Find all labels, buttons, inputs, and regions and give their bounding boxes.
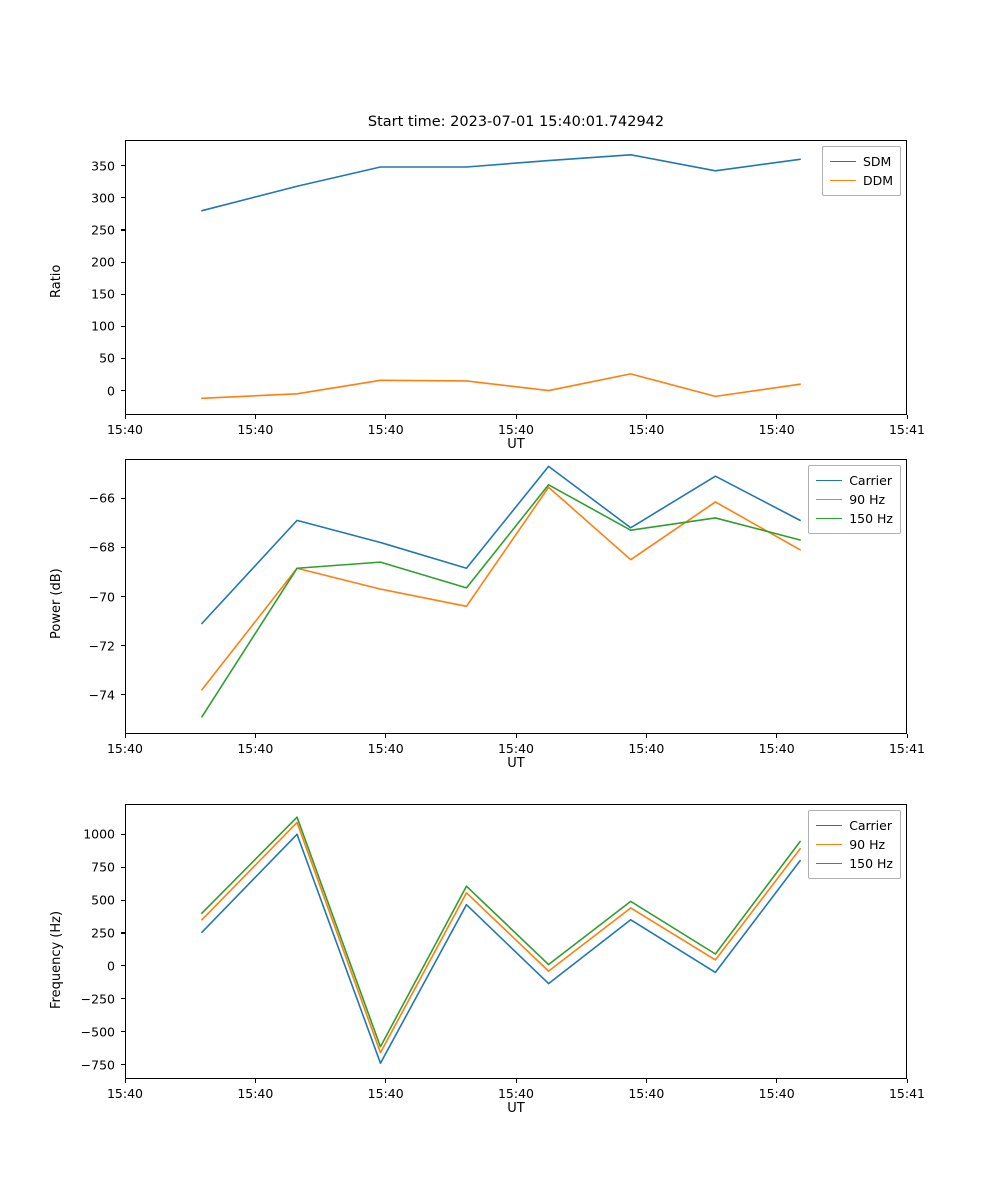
y-tick-label: −68: [88, 539, 115, 555]
x-tickmark: [776, 1079, 777, 1083]
x-tickmark: [125, 734, 126, 738]
y-tick-label: 350: [91, 158, 115, 174]
legend-item: [816, 509, 893, 528]
y-tickmark: [121, 358, 125, 359]
x-tickmark: [907, 415, 908, 419]
x-tick-label: 15:40: [106, 422, 144, 437]
x-axis-label-ratio: UT: [507, 437, 525, 452]
y-tickmark: [121, 694, 125, 695]
legend-item: [816, 854, 893, 873]
x-tickmark: [646, 734, 647, 738]
x-tick-label: 15:40: [367, 422, 404, 437]
series-line: [202, 817, 800, 1047]
x-tickmark: [646, 415, 647, 419]
legend-swatch-icon: [816, 863, 842, 864]
y-tick-label: −250: [80, 991, 115, 1007]
series-line: [202, 374, 800, 398]
y-tick-label: −500: [80, 1024, 115, 1040]
x-tick-label: 15:40: [367, 1086, 404, 1101]
x-tickmark: [385, 415, 386, 419]
y-tick-label: 0: [107, 958, 115, 974]
legend-label: 90 Hz: [849, 837, 886, 852]
x-tick-label: 15:40: [758, 1086, 795, 1101]
x-tick-label: 15:40: [237, 1086, 274, 1101]
x-tick-label: 15:40: [758, 422, 795, 437]
figure-title: Start time: 2023-07-01 15:40:01.742942: [367, 114, 665, 130]
series-layer-ratio: [125, 140, 907, 415]
y-tick-label: 200: [91, 254, 115, 270]
x-tickmark: [385, 1079, 386, 1083]
x-tick-label: 15:40: [237, 422, 274, 437]
y-tickmark: [121, 547, 125, 548]
legend-swatch-icon: [816, 480, 842, 481]
legend-swatch-icon: [816, 518, 842, 519]
x-tickmark: [776, 734, 777, 738]
legend-item: [816, 471, 893, 490]
legend-swatch-icon: [830, 161, 856, 162]
x-tick-label: 15:40: [497, 741, 535, 756]
y-tick-label: 50: [99, 350, 115, 366]
x-tick-label: 15:40: [497, 422, 535, 437]
x-tickmark: [255, 415, 256, 419]
x-tickmark: [516, 1079, 517, 1083]
legend-item: [830, 152, 893, 171]
legend-swatch-icon: [816, 844, 842, 845]
chart-panel-ratio: [49, 114, 926, 452]
y-axis-label-frequency: Frequency (Hz): [49, 910, 64, 1009]
y-tick-label: 100: [91, 318, 115, 334]
y-tick-label: −74: [88, 687, 115, 703]
y-tickmark: [121, 596, 125, 597]
x-tick-label: 15:40: [106, 741, 144, 756]
y-tickmark: [121, 390, 125, 391]
y-axis-label-ratio: Ratio: [49, 264, 64, 298]
y-tick-label: 250: [91, 925, 115, 941]
x-tick-label: 15:40: [628, 422, 665, 437]
x-tick-label: 15:40: [367, 741, 404, 756]
series-layer-power: [125, 459, 907, 734]
y-tickmark: [121, 262, 125, 263]
legend-label: 150 Hz: [849, 511, 893, 526]
legend-label: 150 Hz: [849, 856, 893, 871]
legend-item: [816, 816, 893, 835]
y-tickmark: [121, 197, 125, 198]
x-tick-label: 15:40: [628, 1086, 665, 1101]
legend-ratio: [822, 146, 901, 196]
legend-item: [830, 171, 893, 190]
series-line: [202, 485, 800, 717]
x-tick-label: 15:40: [758, 741, 795, 756]
legend-label: DDM: [862, 173, 893, 188]
legend-label: SDM: [862, 154, 892, 169]
legend-power: [808, 465, 901, 534]
x-tickmark: [516, 415, 517, 419]
y-tick-label: −66: [88, 490, 115, 506]
legend-label: Carrier: [849, 473, 892, 488]
y-axis-label-power: Power (dB): [49, 568, 64, 639]
y-tick-label: −70: [88, 589, 115, 604]
x-tickmark: [125, 1079, 126, 1083]
y-tick-label: 250: [91, 222, 115, 238]
x-tickmark: [125, 415, 126, 419]
x-tick-label: 15:40: [106, 1086, 144, 1101]
y-tick-label: 500: [91, 892, 115, 908]
legend-swatch-icon: [816, 499, 842, 500]
y-tickmark: [121, 326, 125, 327]
y-tickmark: [121, 867, 125, 868]
series-line: [202, 834, 800, 1063]
y-tick-label: 0: [107, 383, 115, 399]
legend-item: [816, 835, 893, 854]
x-tick-label: 15:40: [237, 741, 274, 756]
legend-swatch-icon: [830, 180, 856, 181]
x-tick-label: 15:40: [497, 1086, 535, 1101]
y-tick-label: −72: [88, 638, 115, 654]
x-tick-label: 15:41: [888, 1086, 926, 1101]
x-tickmark: [907, 734, 908, 738]
y-tickmark: [121, 965, 125, 966]
y-tickmark: [121, 498, 125, 499]
y-tickmark: [121, 165, 125, 166]
y-tickmark: [121, 1031, 125, 1032]
y-tickmark: [121, 998, 125, 999]
x-axis-label-frequency: UT: [507, 1101, 525, 1116]
y-tickmark: [121, 294, 125, 295]
chart-panel-power: [49, 459, 926, 771]
y-tickmark: [121, 1064, 125, 1065]
series-layer-frequency: [125, 804, 907, 1079]
chart-panel-frequency: [49, 804, 926, 1116]
series-line: [202, 487, 800, 690]
x-tickmark: [646, 1079, 647, 1083]
legend-swatch-icon: [816, 825, 842, 826]
x-tick-label: 15:41: [888, 422, 926, 437]
y-tickmark: [121, 645, 125, 646]
x-axis-label-power: UT: [507, 756, 525, 771]
x-tickmark: [385, 734, 386, 738]
x-tickmark: [516, 734, 517, 738]
x-tick-label: 15:40: [628, 741, 665, 756]
y-tick-label: 750: [91, 859, 115, 875]
x-tickmark: [255, 1079, 256, 1083]
y-tickmark: [121, 834, 125, 835]
x-tick-label: 15:41: [888, 741, 926, 756]
y-tickmark: [121, 229, 125, 230]
series-line: [202, 155, 800, 211]
x-tickmark: [776, 415, 777, 419]
y-tickmark: [121, 900, 125, 901]
legend-item: [816, 490, 893, 509]
y-tickmark: [121, 932, 125, 933]
x-tickmark: [255, 734, 256, 738]
y-tick-label: −750: [80, 1057, 115, 1073]
y-tick-label: 1000: [83, 826, 115, 842]
legend-label: 90 Hz: [849, 492, 886, 507]
y-tick-label: 150: [91, 286, 115, 302]
legend-label: Carrier: [849, 818, 892, 833]
y-tick-label: 300: [91, 190, 115, 206]
legend-frequency: [808, 810, 901, 879]
x-tickmark: [907, 1079, 908, 1083]
